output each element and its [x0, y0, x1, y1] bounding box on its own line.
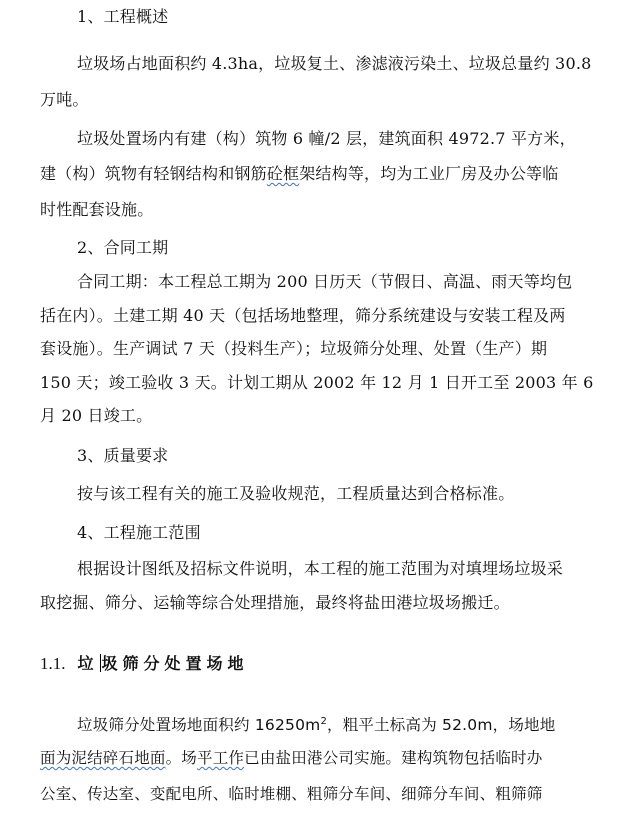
heading-project-overview: 1、工程概述: [77, 7, 169, 26]
text-run: 建（构）筑物有轻钢结构和钢筋: [40, 164, 267, 183]
paragraph-line: 套设施）。生产调试 7 天（投料生产）；垃圾筛分处理、处置（生产）期: [40, 339, 548, 358]
text-run: 垃圾筛分处置场地面积约 16250m: [77, 716, 321, 735]
text-run: 已由盐田港公司实施。建构筑物包括临时办: [244, 749, 543, 767]
paragraph-line: 根据设计图纸及招标文件说明，本工程的施工范围为对填埋场垃圾采: [77, 559, 564, 578]
paragraph-line: [77, 712, 555, 735]
subsection-number: 1.1.: [40, 654, 66, 673]
text-cursor[interactable]: [100, 654, 101, 672]
paragraph-line: 垃圾处置场内有建（构）筑物 6 幢/2 层，建筑面积 4972.7 平方米，: [77, 129, 576, 148]
superscript: 2: [320, 716, 327, 727]
subsection-title: 圾筛分处置场地: [101, 654, 249, 673]
paragraph-line: 万吨。: [40, 90, 89, 109]
paragraph-line: 取挖掘、筛分、运输等综合处理措施，最终将盐田港垃圾场搬迁。: [40, 593, 510, 612]
paragraph-line: 垃圾场占地面积约 4.3ha，垃圾复土、渗滤液污染土、垃圾总量约 30.8: [77, 54, 592, 73]
heading-construction-scope: 4、工程施工范围: [77, 523, 201, 542]
paragraph-line: [40, 748, 542, 768]
spellcheck-underlined-text: 砼框: [266, 164, 300, 183]
paragraph-line: 按与该工程有关的施工及验收规范，工程质量达到合格标准。: [77, 484, 515, 503]
paragraph-line: 括在内）。土建工期 40 天（包括场地整理，筛分系统建设与安装工程及两: [40, 306, 566, 325]
text-run: ，粗平土标高为 52.0m，场地地: [327, 716, 556, 735]
paragraph-line: 时性配套设施。: [40, 200, 154, 219]
spellcheck-underlined-text: 平工作: [197, 749, 245, 767]
subsection-heading: [40, 652, 249, 676]
paragraph-line: 月 20 日竣工。: [40, 406, 153, 425]
paragraph-line: [40, 164, 558, 184]
paragraph-line: 合同工期：本工程总工期为 200 日历天（节假日、高温、雨天等均包: [77, 272, 573, 291]
paragraph-line: 公室、传达室、变配电所、临时堆棚、粗筛分车间、细筛分车间、粗筛筛: [40, 785, 543, 803]
spellcheck-underlined-text: 面为泥结碎石地面: [40, 749, 166, 767]
subsection-title-start: 垃: [77, 654, 99, 673]
heading-quality-requirements: 3、质量要求: [77, 446, 169, 465]
text-run: 。场: [165, 749, 198, 767]
text-run: 架结构等，均为工业厂房及办公等临: [299, 164, 559, 183]
heading-contract-period: 2、合同工期: [77, 238, 169, 257]
paragraph-line: 150 天；竣工验收 3 天。计划工期从 2002 年 12 月 1 日开工至 2003 年 6: [40, 373, 594, 392]
